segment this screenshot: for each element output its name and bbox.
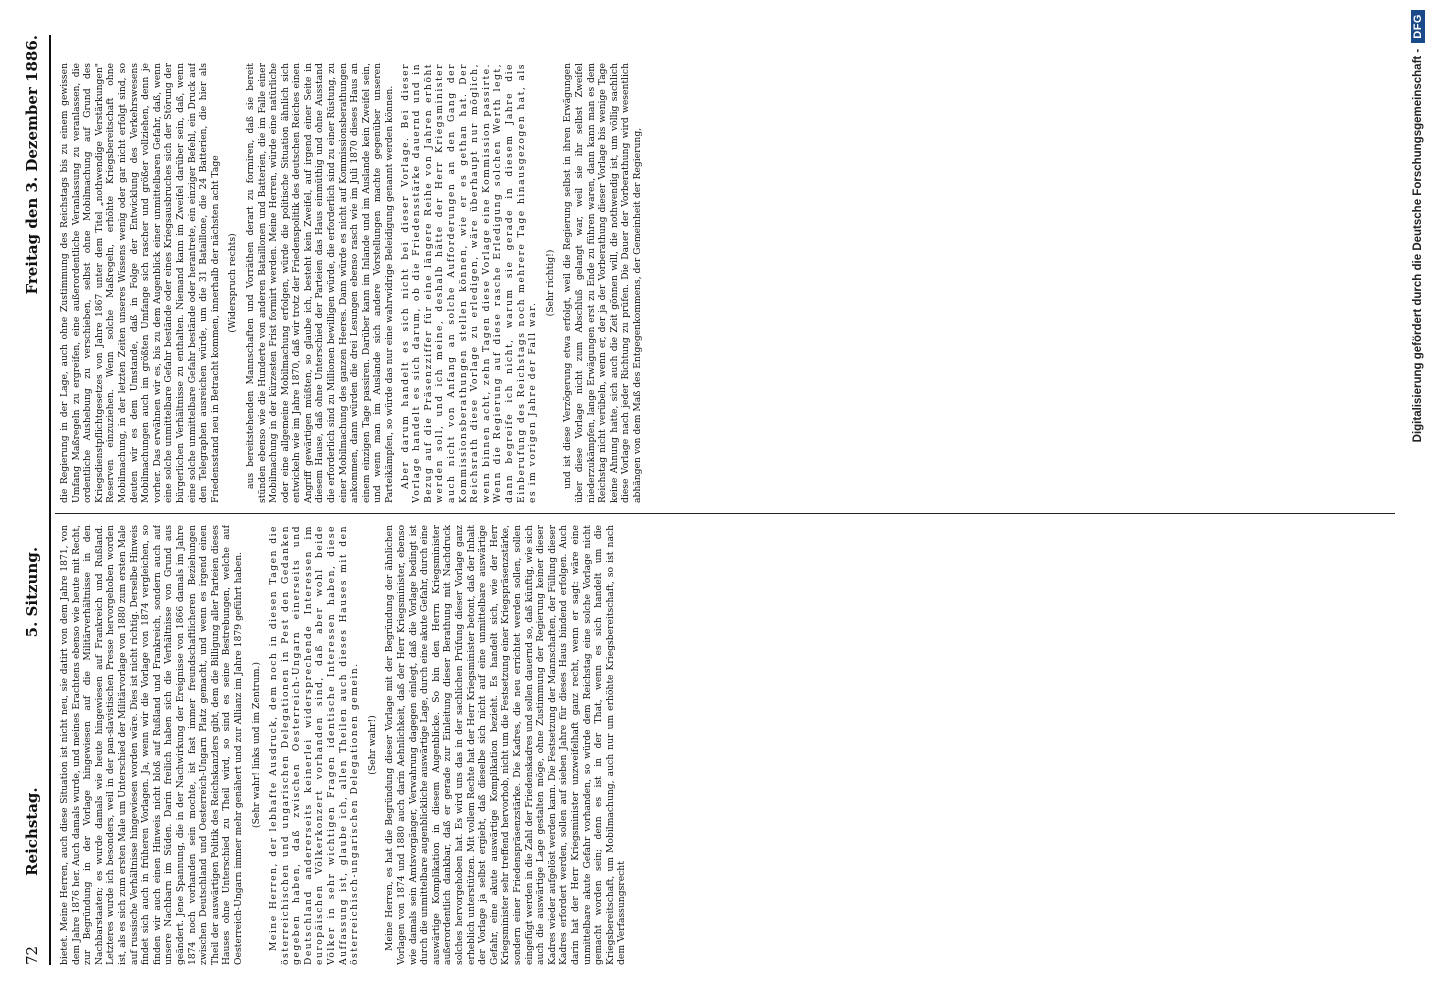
paragraph: (Sehr wahr! links und im Zentrum.) [250,662,262,828]
header-left [23,547,41,965]
digitization-credit [1407,10,1429,990]
paragraph: Aber darum handelt es sich nicht bei dieser Vorlage. Bei dieser Vorlage handelt es sich darum, ob die Friedensstärke dauernd und in Bezug auf die Präsenzziffer für eine längere Reihe von Jahren erhöht werden soll, und ich meine, deshalb hätte der Herr Kriegsminister auch nicht von Anfang an solche Aufforderungen an den Gang der Kommissionsberathungen stellen können, wie er es gethan hat. Der Reichsrath diese Vorlage zu erledigen, wäre überhaupt nur möglich, wenn binnen acht, zehn Tagen diese Vorlage eine Kommission passirte. Wenn die Regierung auf diese rasche Erledigung solchen Werth legt, dann begreife ich nicht, warum sie gerade in diesem Jahre die Einberufung des Reichstags noch mehrere Tage hinausgezogen hat, als es im vorigen Jahre der Fall war. [399,63,539,503]
paragraph: (Sehr wahr!) [366,715,378,775]
paragraph: aus bereitstehenden Mannschaften und Vorräthen derart zu formiren, daß sie bereit stünden ebenso wie die Hunderte von anderen Bataillonen und Batterien, die im Falle einer Mobilmachung in der kürzesten Frist formirt werden. Meine Herren, würde eine natürliche oder eine allgemeine Mobilmachung erfolgen, würde die politische Situation ähnlich sich entwickeln wie im Jahre 1870, daß wir trotz der Friedenspolitik des deutschen Reiches einen Angriff gewärtigen müßten, so glaube ich, besteht kein Zweifel, auf irgend einer Seite in diesem Hause, daß ohne Unterschied der Parteien das Haus einmüthig und ohne Ausstand die erforderlich sind zu Millionen bewilligen würde, die erforderlich sind zu einer Rüstung, zu einer Mobilmachung des ganzen Heeres. Dann würde es nicht auf Kommissionsberathungen ankommen, dann würden die drei Lesungen ebenso rasch wie im Juli 1870 dieses Haus an einem einzigen Tage passiren. Darüber kann im Inlande und im Auslande kein Zweifel sein, und wenn man im Auslande sich andere Vorstellungen machte gegenüber unseren Parteikämpfen, so würde das nur eine wahrwidrige Beleidigung genannt werden können. [244,63,396,503]
column-divider [55,513,1395,514]
paragraph: bietet. Meine Herren, auch diese Situation ist nicht neu, sie datirt von dem Jahre 1871, von dem Jahre 1876 her. Auch damals wurde, und meines Erachtens ebenso wie heute mit Recht, zur Begründung in der Vorlage hingewiesen auf die Militärverhältnisse in den Nachbarstaaten; es wurde damals wie heute hingewiesen auf Frankreich und Rußland. Letzteres wurde ich besonders, weil in der pan-slavistischen Presse hervorgehoben worden ist, als es sich zum ersten Male um Unterschied der Militärvorlage von 1880 zum ersten Male auf russische Verhältnisse hingewiesen worden wäre. Dies ist nicht richtig. Derselbe Hinweis findet sich auch in früheren Vorlagen. Ja, wenn wir die Vorlage von 1874 vergleichen, so finden wir auch einen Hinweis nicht bloß auf Rußland und Frankreich, sondern auch auf unsere Nachbarn im Süden. Darin freilich haben sich die Verhältnisse von Grund aus geändert. Jene Spannung, die in der Nachwirkung der Ereignisse von 1866 damals im Jahre 1874 noch vorhanden sein mochte, ist fast immer freundschaftlicheren Beziehungen zwischen Deutschland und Oesterreich-Ungarn Platz gemacht, und wenn es irgend einen Theil der auswärtigen Politik des Reichskanzlers gibt, dem die Billigung aller Parteien dieses Hauses ohne Unterschied zu Theil wird, so sind es seine Bestrebungen, welche auf Oesterreich-Ungarn immer mehr genähert und zur Allianz im Jahre 1879 geführt haben. [59,525,244,965]
paragraph: und ist diese Verzögerung etwa erfolgt, weil die Regierung selbst in ihren Erwägungen über diese Vorlage nicht zum Abschluß gelangt war, weil sie ihr selbst Zweifel niederzukämpfen, lange Erwägungen erst zu Ende zu führen waren, dann kann man es dem Reichstag nicht verübeln, wenn er, der ja der Vorberathung dieser Vorlage bis wenige Tage keine Ahnung hatte, sich auch die Zeit gönnen will, die nothwendig ist, um völlig sachlich diese Vorlage nach jeder Richtung zu prüfen. Die Dauer der Vorberathung wird wesentlich abhängen von dem Maß des Entgegenkommens, der Gemeinheit der Regierung, [562,63,643,503]
rotated-newspaper-page [15,35,1410,965]
session-date: Freitag den 3. Dezember 1886. [23,35,41,295]
text-column-left [59,525,1389,965]
dfg-logo: DFG [1411,10,1425,43]
paragraph: die Regierung in der Lage, auch ohne Zustimmung des Reichstags bis zu einem gewissen Umfang Maßregeln zu ergreifen, eine außerordentliche Veranlassung zu veranlassen, die ordentliche Aushebung zu verschieben, selbst ohne Mobilmachung auf Grund des Kriegsdienstpflichtgesetzes von Jahre 1867 unter dem Titel „nothwendige Verstärkungen" Reserven einzuziehen. Wenn solche Maßregeln, erhöhte Kriegsbereitschaft ohne Mobilmachung, in der letzten Zeiten unseres Wissens wenig oder gar nicht erfolgt sind, so deuten wir es dem Umstande, daß in Folge der Entwicklung des Verkehrswesens Mobilmachungen auch im größten Umfange sich rascher und größer vollziehen, denn je vorher. Das erwähnen wir es, bis zu dem Augenblick einer unmittelbaren Gefahr, daß, wenn eine solche unmittelbare Gefahr bestände oder eines Kriegsausbruches sich der Störung der bürgerlichen Verhältnisse zu enthalten. Niemand kann im Zweifel darüber sein, daß, wenn eine solche unmittelbare Gefahr bestände oder herantrete, ein einziger Befehl, ein Druck auf den Telegraphen ausreichen würde, um die 31 Bataillone, die 24 Batterien, die hier als Friedensstand neu in Betracht kommen, innerhalb der nächsten acht Tage [59,63,221,503]
session-label: 5. Sitzung. [23,546,41,638]
paragraph: Meine Herren, der lebhafte Ausdruck, dem noch in diesen Tagen die österreichischen und ungarischen Delegationen in Pest den Gedanken gegeben haben, daß zwischen Oesterreich-Ungarn einerseits und Deutschland andererseits keinerlei widersprechende Interessen im europäischen Völkerkonzert vorhanden sind, daß aber wohl beide Völker in sehr wichtigen Fragen identische Interessen haben, diese Auffassung ist, glaube ich, allen Theilen auch dieses Hauses mit den österreichisch-ungarischen Delegationen gemein. [268,525,361,965]
page-header [15,35,51,965]
publication-name: Reichstag. [23,787,41,876]
paragraph: (Sehr richtig!) [544,249,556,317]
text-column-right [59,63,1389,503]
page-number: 72 [23,945,41,965]
paragraph: (Widerspruch rechts) [227,233,239,333]
paragraph: Meine Herren, es hat die Begründung dieser Vorlage mit der Begründung der ähnlichen Vorlagen von 1874 und 1880 auch darin Aehnlichkeit, daß der Herr Kriegsminister, ebenso wie damals sein Amtsvorgänger, Verwahrung dagegen einlegt, daß die Vorlage bedingt ist durch die unmittelbare augenblickliche auswärtige Lage, durch eine akute Gefahr, durch eine auswärtige Komplikation in diesem Augenblicke. So bin den Herrn Kriegsminister außerordentlich dankbar, daß er gerade zur Einleitung dieser Berathung mit Nachdruck solches hervorgehoben hat. Es wird uns das in der sachlichen Prüfung dieser Vorlage ganz erheblich unterstützen. Mit vollem Rechte hat der Herr Kriegsminister betont, daß der Inhalt der Vorlage ja selbst ergiebt, daß dieselbe sich nicht auf eine unmittelbare auswärtige Gefahr, eine akute auswärtige Komplikation bezieht. Es handelt sich, wie der Herr Kriegsminister sehr treffend hervorhob, nicht um die Festsetzung einer Kriegspräsenzstärke, sondern einer Friedenspräsenzstärke. Die Kadres, die neu errichtet werden sollen, sollen eingefügt werden in die Zahl der Friedenskadres und sollen dauernd so, daß künftig, wie sich auch die auswärtige Lage gestalten möge, ohne Zustimmung der Regierung keiner dieser Kadres wieder aufgelöst werden kann. Die Festsetzung der Mannschaften, der Füllung dieser Kadres erfordert werden, sollen auf sieben Jahre für dieses Haus bindend erfolgen. Auch darin hat der Herr Kriegsminister unzweifelhaft ganz recht, wenn er sagt: wäre eine unmittelbare akute Gefahr vorhanden, so würde dem Reichstag eine solche Vorlage nicht gemacht worden sein; denn es ist in der That, wenn es sich handelt um die Kriegsbereitschaft, um Mobilmachung, auch nur um erhöhte Kriegsbereitschaft, so ist nach dem Verfassungsrecht [384,525,628,965]
credit-text: Digitalisierung gefördert durch die Deutsche Forschungsgemeinschaft - [1412,48,1424,443]
